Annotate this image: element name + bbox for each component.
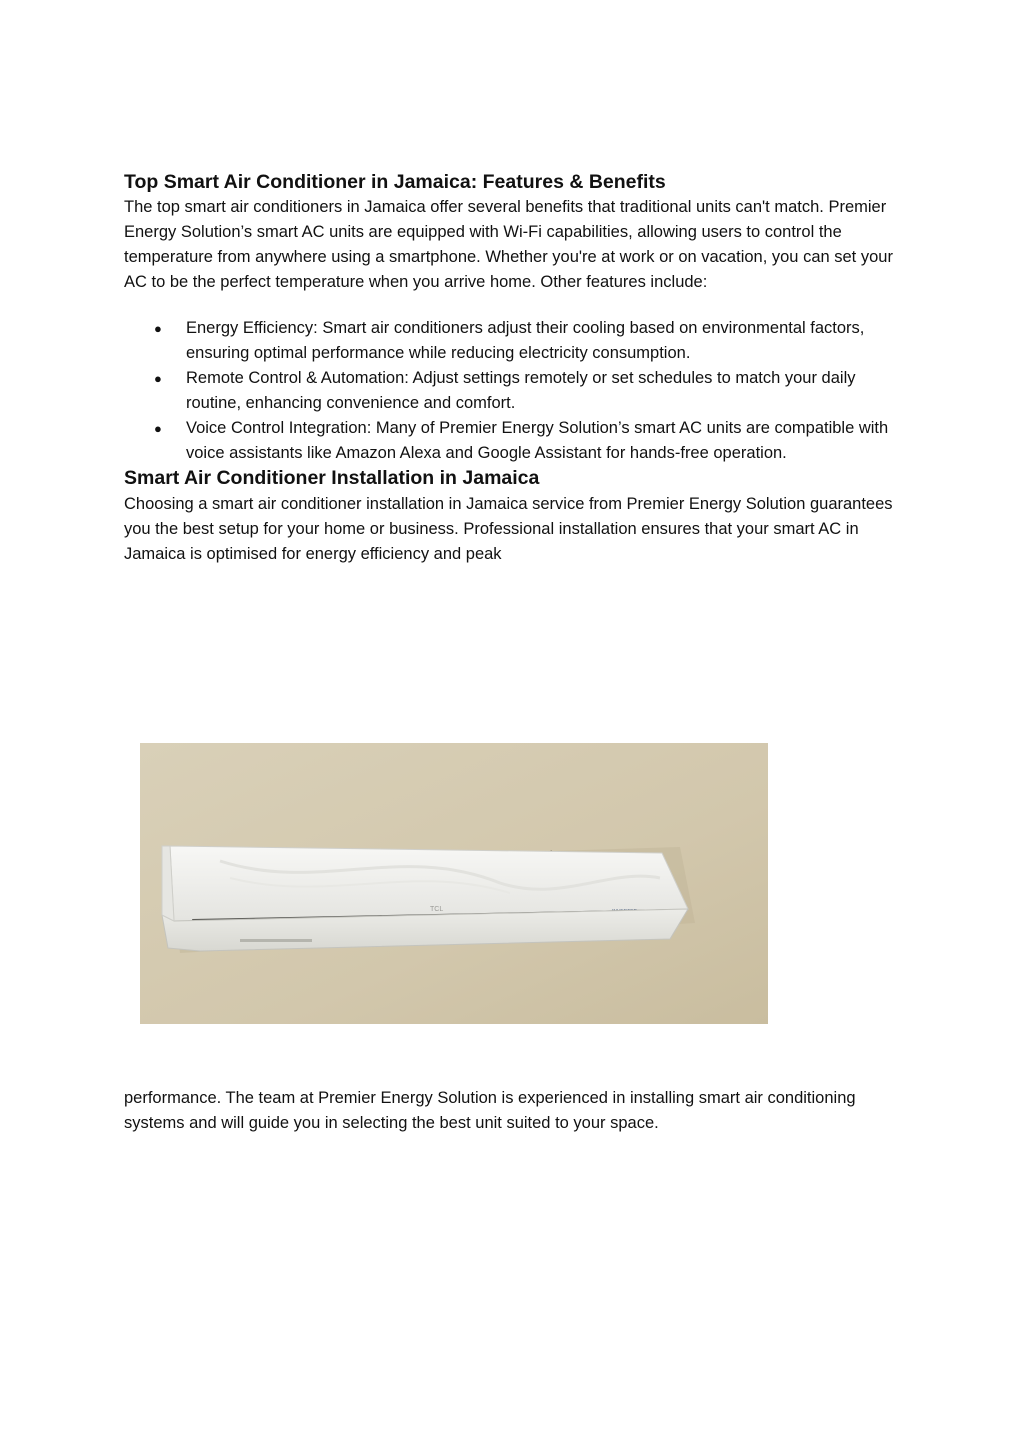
text-content bbox=[124, 170, 904, 567]
list-item bbox=[124, 416, 904, 466]
list-item bbox=[124, 316, 904, 366]
air-conditioner-illustration bbox=[140, 743, 768, 1024]
installation-paragraph: Choosing a smart air conditioner installation in Jamaica service from Premier Energy Solution guarantees you the best setup for your home or business. Professional installation ensures that your smart AC in Jamaica is optimised for energy efficiency and peak bbox=[124, 494, 893, 563]
installation-paragraph-continued: performance. The team at Premier Energy Solution is experienced in installing smart air conditioning systems and will guide you in selecting the best unit suited to your space. bbox=[124, 1089, 856, 1132]
bullet-icon: ● bbox=[154, 371, 162, 387]
features-list bbox=[124, 316, 904, 466]
bullet-icon: ● bbox=[154, 321, 162, 337]
list-item-text: Voice Control Integration: Many of Premier Energy Solution’s smart AC units are compatible with voice assistants like Amazon Alexa and Google Assistant for hands-free operation. bbox=[186, 419, 889, 463]
section-heading-installation: Smart Air Conditioner Installation in Jamaica bbox=[124, 467, 540, 490]
section-heading-features: Top Smart Air Conditioner in Jamaica: Features & Benefits bbox=[124, 171, 666, 193]
list-item-text: Energy Efficiency: Smart air conditioners adjust their cooling based on environmental factors, ensuring optimal performance while reducing electricity consumption. bbox=[186, 319, 865, 363]
intro-paragraph: The top smart air conditioners in Jamaica offer several benefits that traditional units can't match. Premier Energy Solution’s smart AC units are equipped with Wi-Fi capabilities, allowing users to control the temperature from anywhere using a smartphone. Whether you're at work or on vacation, you can set your AC to be the perfect temperature when you arrive home. Other features include: bbox=[124, 198, 893, 292]
list-item bbox=[124, 366, 904, 416]
air-conditioner-photo bbox=[140, 743, 768, 1024]
brand-logo-icon: TCL bbox=[430, 906, 444, 913]
bullet-icon: ● bbox=[154, 421, 162, 437]
list-item-text: Remote Control & Automation: Adjust settings remotely or set schedules to match your daily routine, enhancing convenience and comfort. bbox=[186, 369, 856, 413]
